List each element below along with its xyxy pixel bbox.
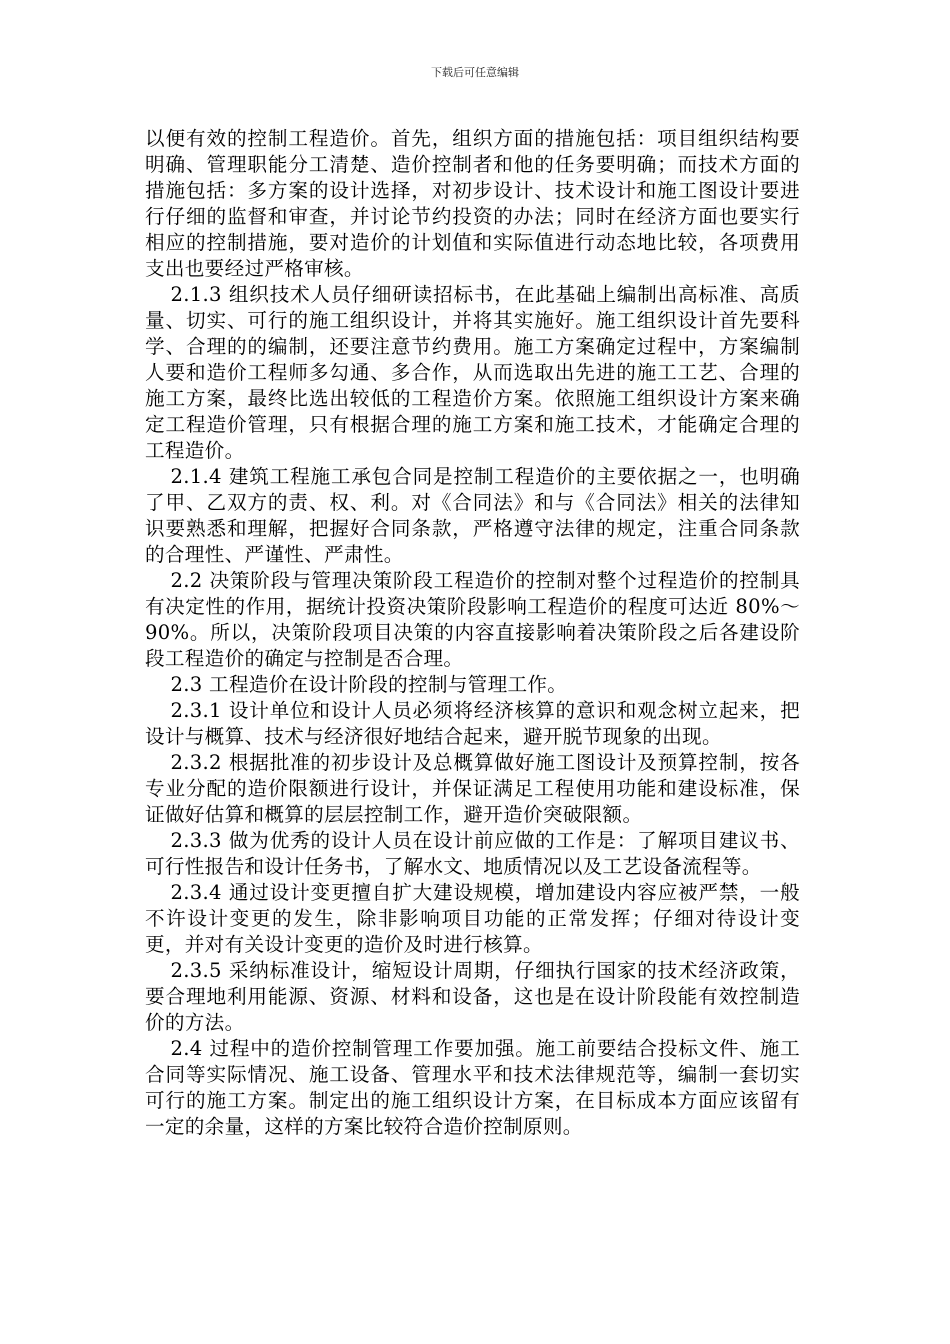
paragraph-2-3-4: 2.3.4 通过设计变更擅自扩大建设规模，增加建设内容应被严禁，一般不许设计变更的发生，除非影响项目功能的正常发挥；仔细对待设计变更，并对有关设计变更的造价及时进行核算。 <box>145 881 800 956</box>
paragraph-2-1-3: 2.1.3 组织技术人员仔细研读招标书，在此基础上编制出高标准、高质量、切实、可行的施工组织设计，并将其实施好。施工组织设计首先要科学、合理的的编制，还要注意节约费用。施工方案确定过程中，方案编制人要和造价工程师多勾通、多合作，从而选取出先进的施工工艺、合理的施工方案，最终比选出较低的工程造价方案。依照施工组织设计方案来确定工程造价管理，只有根据合理的施工方案和施工技术，才能确定合理的工程造价。 <box>145 283 800 462</box>
paragraph-2-3-5: 2.3.5 采纳标准设计，缩短设计周期，仔细执行国家的技术经济政策，要合理地利用能源、资源、材料和设备，这也是在设计阶段能有效控制造价的方法。 <box>145 959 800 1034</box>
document-body <box>145 126 800 1140</box>
page-header: 下载后可任意编辑 <box>431 66 519 79</box>
paragraph-2-3: 2.3 工程造价在设计阶段的控制与管理工作。 <box>170 673 568 696</box>
paragraph-2-2: 2.2 决策阶段与管理决策阶段工程造价的控制对整个过程造价的控制具有决定性的作用，据统计投资决策阶段影响工程造价的程度可达近 80%～90%。所以，决策阶段项目决策的内容直接影响着决策阶段之后各建设阶段工程造价的确定与控制是否合理。 <box>145 569 800 670</box>
paragraph-continuation: 以便有效的控制工程造价。首先，组织方面的措施包括：项目组织结构要明确、管理职能分工清楚、造价控制者和他的任务要明确；而技术方面的措施包括：多方案的设计选择，对初步设计、技术设计和施工图设计要进行仔细的监督和审查，并讨论节约投资的办法；同时在经济方面也要实行相应的控制措施，要对造价的计划值和实际值进行动态地比较，各项费用支出也要经过严格审核。 <box>145 127 800 280</box>
paragraph-2-3-1: 2.3.1 设计单位和设计人员必须将经济核算的意识和观念树立起来，把设计与概算、技术与经济很好地结合起来，避开脱节现象的出现。 <box>145 699 800 748</box>
paragraph-2-3-2: 2.3.2 根据批准的初步设计及总概算做好施工图设计及预算控制，按各专业分配的造价限额进行设计，并保证满足工程使用功能和建设标准，保证做好估算和概算的层层控制工作，避开造价突破限额。 <box>145 751 800 826</box>
paragraph-2-1-4: 2.1.4 建筑工程施工承包合同是控制工程造价的主要依据之一，也明确了甲、乙双方的责、权、利。对《合同法》和与《合同法》相关的法律知识要熟悉和理解，把握好合同条款，严格遵守法律的规定，注重合同条款的合理性、严谨性、严肃性。 <box>145 465 800 566</box>
paragraph-2-4: 2.4 过程中的造价控制管理工作要加强。施工前要结合投标文件、施工合同等实际情况、施工设备、管理水平和技术法律规范等，编制一套切实可行的施工方案。制定出的施工组织设计方案，在目标成本方面应该留有一定的余量，这样的方案比较符合造价控制原则。 <box>145 1037 800 1138</box>
paragraph-2-3-3: 2.3.3 做为优秀的设计人员在设计前应做的工作是：了解项目建议书、可行性报告和设计任务书，了解水文、地质情况以及工艺设备流程等。 <box>145 829 800 878</box>
